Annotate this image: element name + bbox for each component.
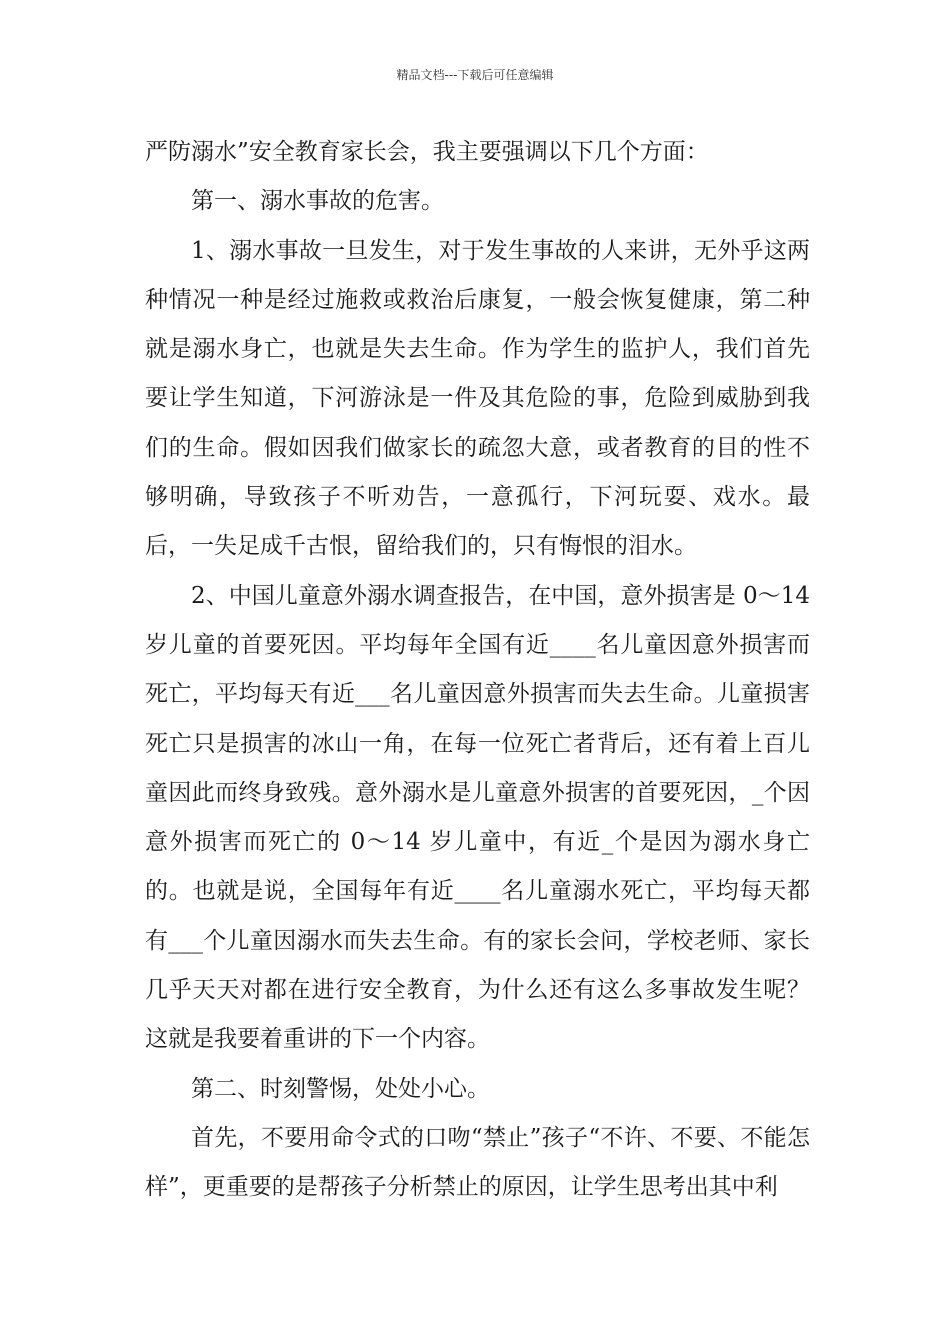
paragraph-intro: 严防溺水”安全教育家长会，我主要强调以下几个方面：	[145, 139, 709, 165]
paragraph-point-1: 1、溺水事故一旦发生，对于发生事故的人来讲，无外乎这两种情况一种是经过施救或救治后康复，一般会恢复健康，第二种就是溺水身亡，也就是失去生命。作为学生的监护人，我们首先要让学生知道，下河游泳是一件及其危险的事，危险到威胁到我们的生命。假如因我们做家长的疏忽大意，或者教育的目的性不够明确，导致孩子不听劝告，一意孤行，下河玩耍、戏水。最后，一失足成千古恨，留给我们的，只有悔恨的泪水。	[145, 237, 810, 560]
document-body	[145, 128, 818, 1213]
section-heading-first: 第一、溺水事故的危害。	[191, 188, 444, 215]
paragraph-first-advice: 首先，不要用命令式的口吻“禁止”孩子“不许、不要、不能怎样”，更重要的是帮孩子分析禁止的原因，让学生思考出其中利	[145, 1124, 810, 1201]
page-header: 精品文档---下载后可任意编辑	[396, 68, 554, 82]
section-heading-second: 第二、时刻警惕，处处小心。	[191, 1075, 490, 1102]
paragraph-point-2: 2、中国儿童意外溺水调查报告，在中国，意外损害是 0～14 岁儿童的首要死因。平均每年全国有近____名儿童因意外损害而死亡，平均每天有近___名儿童因意外损害而失去生命。儿童损害死亡只是损害的冰山一角，在每一位死亡者背后，还有着上百儿童因此而终身致残。意外溺水是儿童意外损害的首要死因，_个因意外损害而死亡的 0～14 岁儿童中，有近_个是因为溺水身亡的。也就是说，全国每年有近____名儿童溺水死亡，平均每天都有___个儿童因溺水而失去生命。有的家长会问，学校老师、家长几乎天天对都在进行安全教育，为什么还有这么多事故发生呢？这就是我要着重讲的下一个内容。	[145, 582, 818, 1053]
